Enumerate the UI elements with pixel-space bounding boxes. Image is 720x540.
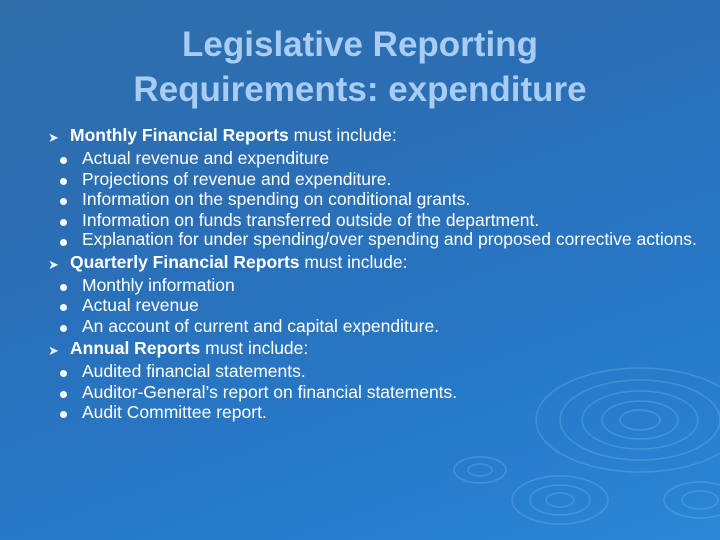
list-item: Audited financial statements. bbox=[48, 362, 698, 380]
section-heading: Annual Reports bbox=[70, 338, 201, 358]
list-item: Explanation for under spending/over spending and proposed corrective actions. bbox=[48, 231, 698, 248]
round-bullet-icon bbox=[60, 304, 67, 311]
section-monthly-reports bbox=[48, 124, 698, 146]
round-bullet-icon bbox=[60, 198, 67, 205]
list-item: Actual revenue and expenditure bbox=[48, 149, 698, 167]
list-item: Projections of revenue and expenditure. bbox=[48, 170, 698, 188]
round-bullet-icon bbox=[60, 157, 67, 164]
round-bullet-icon bbox=[60, 325, 67, 332]
section-suffix: must include: bbox=[288, 125, 397, 145]
arrowhead-bullet-icon: ➤ bbox=[48, 130, 59, 145]
slide-title bbox=[40, 22, 680, 112]
section-suffix: must include: bbox=[200, 338, 309, 358]
round-bullet-icon bbox=[60, 219, 67, 226]
list-item: Monthly information bbox=[48, 276, 698, 294]
list-item: An account of current and capital expenditure. bbox=[48, 317, 698, 335]
title-line-2: Requirements: expenditure bbox=[133, 70, 587, 109]
sub-list bbox=[48, 276, 698, 335]
round-bullet-icon bbox=[60, 370, 67, 377]
round-bullet-icon bbox=[60, 284, 67, 291]
list-item: Information on the spending on conditional grants. bbox=[48, 190, 698, 208]
title-line-1: Legislative Reporting bbox=[182, 25, 538, 64]
arrowhead-bullet-icon: ➤ bbox=[48, 256, 59, 272]
list-item: Audit Committee report. bbox=[48, 403, 698, 421]
round-bullet-icon bbox=[60, 239, 67, 246]
bullet-list bbox=[48, 124, 698, 424]
list-item: Information on funds transferred outside of the department. bbox=[48, 211, 698, 229]
section-heading: Monthly Financial Reports bbox=[70, 125, 289, 145]
sub-list bbox=[48, 362, 698, 421]
section-quarterly-reports bbox=[48, 251, 698, 273]
list-item: Actual revenue bbox=[48, 296, 698, 314]
round-bullet-icon bbox=[60, 391, 67, 398]
section-annual-reports bbox=[48, 337, 698, 359]
round-bullet-icon bbox=[60, 178, 67, 185]
sub-list bbox=[48, 149, 698, 248]
section-heading: Quarterly Financial Reports bbox=[70, 251, 300, 272]
round-bullet-icon bbox=[60, 411, 67, 418]
list-item: Auditor-General’s report on financial statements. bbox=[48, 383, 698, 401]
section-suffix: must include: bbox=[299, 251, 408, 272]
arrowhead-bullet-icon: ➤ bbox=[48, 343, 59, 358]
